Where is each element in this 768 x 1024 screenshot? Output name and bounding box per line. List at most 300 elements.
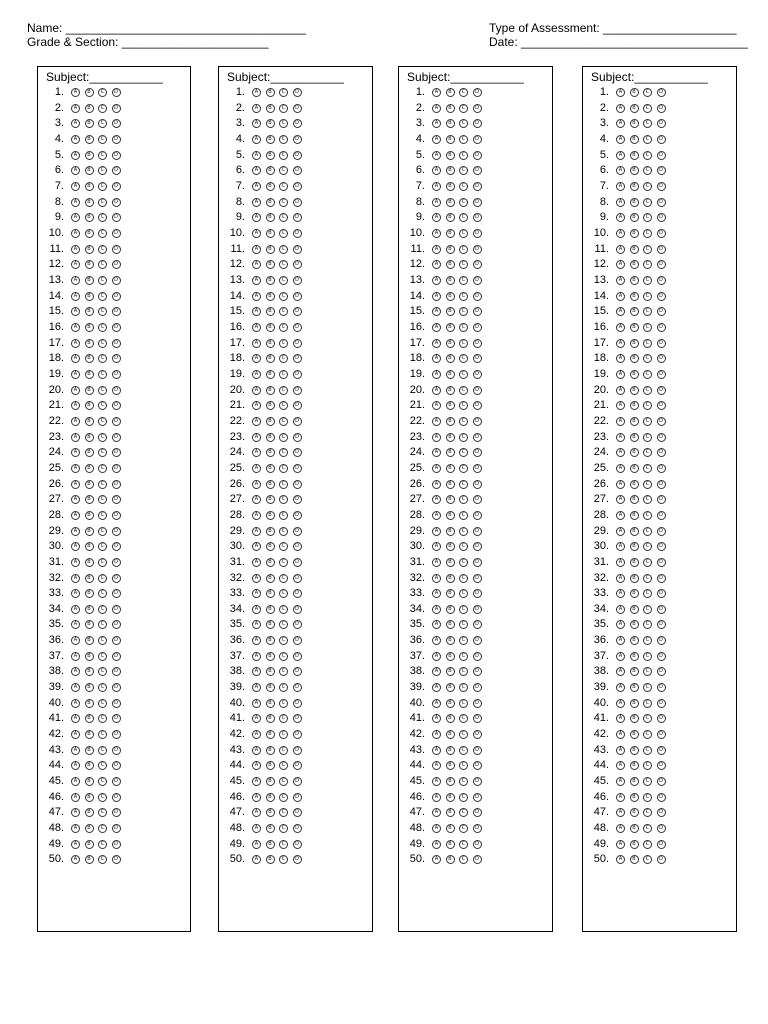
answer-bubble-a[interactable]: A bbox=[616, 605, 625, 614]
answer-bubble-b[interactable]: B bbox=[630, 339, 639, 348]
answer-bubble-c[interactable]: C bbox=[643, 683, 652, 692]
answer-bubble-c[interactable]: C bbox=[459, 433, 468, 442]
answer-bubble-d[interactable]: D bbox=[293, 699, 302, 708]
answer-bubble-c[interactable]: C bbox=[459, 683, 468, 692]
answer-bubble-c[interactable]: C bbox=[98, 808, 107, 817]
answer-bubble-a[interactable]: A bbox=[432, 401, 441, 410]
answer-bubble-c[interactable]: C bbox=[643, 746, 652, 755]
answer-bubble-d[interactable]: D bbox=[293, 135, 302, 144]
answer-bubble-c[interactable]: C bbox=[279, 761, 288, 770]
answer-bubble-d[interactable]: D bbox=[473, 245, 482, 254]
answer-bubble-d[interactable]: D bbox=[473, 636, 482, 645]
answer-bubble-b[interactable]: B bbox=[446, 746, 455, 755]
answer-bubble-c[interactable]: C bbox=[643, 119, 652, 128]
answer-bubble-a[interactable]: A bbox=[252, 558, 261, 567]
answer-bubble-a[interactable]: A bbox=[71, 574, 80, 583]
answer-bubble-b[interactable]: B bbox=[266, 480, 275, 489]
answer-bubble-d[interactable]: D bbox=[293, 683, 302, 692]
answer-bubble-c[interactable]: C bbox=[643, 323, 652, 332]
answer-bubble-b[interactable]: B bbox=[85, 589, 94, 598]
answer-bubble-c[interactable]: C bbox=[643, 511, 652, 520]
answer-bubble-a[interactable]: A bbox=[616, 260, 625, 269]
answer-bubble-a[interactable]: A bbox=[616, 151, 625, 160]
answer-bubble-a[interactable]: A bbox=[616, 339, 625, 348]
answer-bubble-d[interactable]: D bbox=[473, 574, 482, 583]
answer-bubble-a[interactable]: A bbox=[71, 104, 80, 113]
answer-bubble-a[interactable]: A bbox=[71, 401, 80, 410]
answer-bubble-c[interactable]: C bbox=[643, 354, 652, 363]
answer-bubble-b[interactable]: B bbox=[85, 213, 94, 222]
answer-bubble-a[interactable]: A bbox=[432, 182, 441, 191]
answer-bubble-d[interactable]: D bbox=[657, 527, 666, 536]
answer-bubble-b[interactable]: B bbox=[266, 166, 275, 175]
answer-bubble-b[interactable]: B bbox=[630, 730, 639, 739]
answer-bubble-a[interactable]: A bbox=[432, 88, 441, 97]
answer-bubble-b[interactable]: B bbox=[630, 699, 639, 708]
answer-bubble-b[interactable]: B bbox=[85, 401, 94, 410]
answer-bubble-d[interactable]: D bbox=[657, 574, 666, 583]
answer-bubble-c[interactable]: C bbox=[643, 542, 652, 551]
answer-bubble-b[interactable]: B bbox=[85, 511, 94, 520]
answer-bubble-a[interactable]: A bbox=[252, 292, 261, 301]
answer-bubble-d[interactable]: D bbox=[473, 448, 482, 457]
answer-bubble-b[interactable]: B bbox=[630, 417, 639, 426]
answer-bubble-d[interactable]: D bbox=[293, 448, 302, 457]
answer-bubble-c[interactable]: C bbox=[459, 667, 468, 676]
answer-bubble-b[interactable]: B bbox=[630, 323, 639, 332]
answer-bubble-a[interactable]: A bbox=[616, 213, 625, 222]
answer-bubble-a[interactable]: A bbox=[616, 433, 625, 442]
answer-bubble-d[interactable]: D bbox=[473, 730, 482, 739]
answer-bubble-d[interactable]: D bbox=[657, 276, 666, 285]
answer-bubble-a[interactable]: A bbox=[616, 793, 625, 802]
answer-bubble-b[interactable]: B bbox=[446, 448, 455, 457]
answer-bubble-a[interactable]: A bbox=[71, 213, 80, 222]
answer-bubble-a[interactable]: A bbox=[616, 166, 625, 175]
answer-bubble-a[interactable]: A bbox=[71, 339, 80, 348]
answer-bubble-b[interactable]: B bbox=[85, 527, 94, 536]
answer-bubble-b[interactable]: B bbox=[630, 104, 639, 113]
answer-bubble-d[interactable]: D bbox=[112, 401, 121, 410]
answer-bubble-b[interactable]: B bbox=[446, 495, 455, 504]
answer-bubble-c[interactable]: C bbox=[459, 542, 468, 551]
answer-bubble-c[interactable]: C bbox=[98, 699, 107, 708]
answer-bubble-c[interactable]: C bbox=[98, 339, 107, 348]
answer-bubble-b[interactable]: B bbox=[446, 182, 455, 191]
answer-bubble-a[interactable]: A bbox=[252, 808, 261, 817]
answer-bubble-d[interactable]: D bbox=[473, 589, 482, 598]
answer-bubble-a[interactable]: A bbox=[432, 151, 441, 160]
answer-bubble-d[interactable]: D bbox=[657, 667, 666, 676]
answer-bubble-d[interactable]: D bbox=[657, 370, 666, 379]
answer-bubble-c[interactable]: C bbox=[98, 433, 107, 442]
answer-bubble-d[interactable]: D bbox=[293, 260, 302, 269]
answer-bubble-d[interactable]: D bbox=[293, 386, 302, 395]
answer-bubble-c[interactable]: C bbox=[643, 495, 652, 504]
answer-bubble-a[interactable]: A bbox=[71, 824, 80, 833]
answer-bubble-c[interactable]: C bbox=[98, 182, 107, 191]
answer-bubble-b[interactable]: B bbox=[446, 855, 455, 864]
answer-bubble-d[interactable]: D bbox=[112, 213, 121, 222]
answer-bubble-d[interactable]: D bbox=[293, 417, 302, 426]
answer-bubble-c[interactable]: C bbox=[279, 104, 288, 113]
answer-bubble-b[interactable]: B bbox=[85, 824, 94, 833]
answer-bubble-b[interactable]: B bbox=[630, 151, 639, 160]
answer-bubble-b[interactable]: B bbox=[85, 714, 94, 723]
answer-bubble-b[interactable]: B bbox=[446, 307, 455, 316]
answer-bubble-a[interactable]: A bbox=[432, 198, 441, 207]
answer-bubble-d[interactable]: D bbox=[473, 339, 482, 348]
answer-bubble-c[interactable]: C bbox=[98, 307, 107, 316]
answer-bubble-c[interactable]: C bbox=[459, 370, 468, 379]
answer-bubble-d[interactable]: D bbox=[657, 495, 666, 504]
answer-bubble-d[interactable]: D bbox=[657, 589, 666, 598]
answer-bubble-a[interactable]: A bbox=[616, 135, 625, 144]
answer-bubble-b[interactable]: B bbox=[85, 119, 94, 128]
answer-bubble-d[interactable]: D bbox=[657, 808, 666, 817]
answer-bubble-d[interactable]: D bbox=[112, 636, 121, 645]
answer-bubble-d[interactable]: D bbox=[473, 323, 482, 332]
answer-bubble-b[interactable]: B bbox=[446, 793, 455, 802]
answer-bubble-d[interactable]: D bbox=[657, 417, 666, 426]
answer-bubble-d[interactable]: D bbox=[112, 730, 121, 739]
answer-bubble-d[interactable]: D bbox=[473, 182, 482, 191]
answer-bubble-d[interactable]: D bbox=[293, 480, 302, 489]
answer-bubble-a[interactable]: A bbox=[432, 119, 441, 128]
answer-bubble-c[interactable]: C bbox=[459, 213, 468, 222]
answer-bubble-c[interactable]: C bbox=[459, 104, 468, 113]
answer-bubble-b[interactable]: B bbox=[266, 511, 275, 520]
answer-bubble-b[interactable]: B bbox=[446, 292, 455, 301]
answer-bubble-b[interactable]: B bbox=[446, 652, 455, 661]
answer-bubble-a[interactable]: A bbox=[432, 417, 441, 426]
answer-bubble-d[interactable]: D bbox=[657, 198, 666, 207]
answer-bubble-c[interactable]: C bbox=[643, 433, 652, 442]
answer-bubble-b[interactable]: B bbox=[266, 339, 275, 348]
answer-bubble-b[interactable]: B bbox=[266, 276, 275, 285]
answer-bubble-b[interactable]: B bbox=[446, 636, 455, 645]
answer-bubble-c[interactable]: C bbox=[279, 401, 288, 410]
answer-bubble-c[interactable]: C bbox=[98, 605, 107, 614]
answer-bubble-d[interactable]: D bbox=[657, 260, 666, 269]
answer-bubble-d[interactable]: D bbox=[473, 88, 482, 97]
answer-bubble-a[interactable]: A bbox=[432, 730, 441, 739]
answer-bubble-c[interactable]: C bbox=[459, 339, 468, 348]
answer-bubble-c[interactable]: C bbox=[459, 855, 468, 864]
answer-bubble-b[interactable]: B bbox=[446, 213, 455, 222]
answer-bubble-a[interactable]: A bbox=[71, 542, 80, 551]
answer-bubble-b[interactable]: B bbox=[630, 260, 639, 269]
answer-bubble-b[interactable]: B bbox=[85, 667, 94, 676]
answer-bubble-d[interactable]: D bbox=[293, 339, 302, 348]
answer-bubble-c[interactable]: C bbox=[279, 166, 288, 175]
answer-bubble-a[interactable]: A bbox=[252, 793, 261, 802]
answer-bubble-b[interactable]: B bbox=[266, 151, 275, 160]
answer-bubble-a[interactable]: A bbox=[616, 229, 625, 238]
answer-bubble-d[interactable]: D bbox=[473, 198, 482, 207]
answer-bubble-a[interactable]: A bbox=[71, 182, 80, 191]
answer-bubble-d[interactable]: D bbox=[473, 667, 482, 676]
answer-bubble-b[interactable]: B bbox=[630, 354, 639, 363]
answer-bubble-a[interactable]: A bbox=[616, 495, 625, 504]
answer-bubble-d[interactable]: D bbox=[473, 464, 482, 473]
answer-bubble-b[interactable]: B bbox=[266, 386, 275, 395]
answer-bubble-b[interactable]: B bbox=[630, 589, 639, 598]
answer-bubble-b[interactable]: B bbox=[85, 417, 94, 426]
answer-bubble-a[interactable]: A bbox=[71, 480, 80, 489]
answer-bubble-a[interactable]: A bbox=[432, 245, 441, 254]
answer-bubble-b[interactable]: B bbox=[446, 730, 455, 739]
answer-bubble-a[interactable]: A bbox=[432, 620, 441, 629]
answer-bubble-d[interactable]: D bbox=[293, 824, 302, 833]
answer-bubble-d[interactable]: D bbox=[293, 761, 302, 770]
answer-bubble-c[interactable]: C bbox=[279, 667, 288, 676]
answer-bubble-c[interactable]: C bbox=[98, 761, 107, 770]
answer-bubble-c[interactable]: C bbox=[643, 652, 652, 661]
answer-bubble-b[interactable]: B bbox=[446, 464, 455, 473]
answer-bubble-d[interactable]: D bbox=[293, 245, 302, 254]
answer-bubble-c[interactable]: C bbox=[459, 229, 468, 238]
answer-bubble-d[interactable]: D bbox=[112, 652, 121, 661]
answer-bubble-c[interactable]: C bbox=[643, 605, 652, 614]
answer-bubble-d[interactable]: D bbox=[473, 260, 482, 269]
answer-bubble-d[interactable]: D bbox=[293, 495, 302, 504]
answer-bubble-c[interactable]: C bbox=[98, 119, 107, 128]
answer-bubble-b[interactable]: B bbox=[446, 808, 455, 817]
answer-bubble-a[interactable]: A bbox=[616, 840, 625, 849]
answer-bubble-d[interactable]: D bbox=[112, 605, 121, 614]
answer-bubble-d[interactable]: D bbox=[112, 542, 121, 551]
answer-bubble-b[interactable]: B bbox=[266, 448, 275, 457]
answer-bubble-a[interactable]: A bbox=[252, 605, 261, 614]
answer-bubble-a[interactable]: A bbox=[252, 730, 261, 739]
answer-bubble-c[interactable]: C bbox=[459, 824, 468, 833]
answer-bubble-b[interactable]: B bbox=[446, 511, 455, 520]
answer-bubble-c[interactable]: C bbox=[98, 746, 107, 755]
answer-bubble-b[interactable]: B bbox=[85, 260, 94, 269]
answer-bubble-d[interactable]: D bbox=[657, 730, 666, 739]
answer-bubble-d[interactable]: D bbox=[112, 166, 121, 175]
answer-bubble-c[interactable]: C bbox=[98, 589, 107, 598]
answer-bubble-c[interactable]: C bbox=[643, 808, 652, 817]
answer-bubble-b[interactable]: B bbox=[446, 840, 455, 849]
answer-bubble-a[interactable]: A bbox=[71, 589, 80, 598]
answer-bubble-b[interactable]: B bbox=[630, 855, 639, 864]
answer-bubble-d[interactable]: D bbox=[112, 198, 121, 207]
answer-bubble-b[interactable]: B bbox=[85, 323, 94, 332]
answer-bubble-d[interactable]: D bbox=[112, 714, 121, 723]
answer-bubble-c[interactable]: C bbox=[98, 542, 107, 551]
answer-bubble-a[interactable]: A bbox=[432, 808, 441, 817]
answer-bubble-a[interactable]: A bbox=[252, 761, 261, 770]
answer-bubble-c[interactable]: C bbox=[643, 104, 652, 113]
answer-bubble-d[interactable]: D bbox=[112, 229, 121, 238]
answer-bubble-d[interactable]: D bbox=[657, 761, 666, 770]
answer-bubble-c[interactable]: C bbox=[98, 386, 107, 395]
answer-bubble-a[interactable]: A bbox=[616, 777, 625, 786]
answer-bubble-a[interactable]: A bbox=[252, 777, 261, 786]
answer-bubble-b[interactable]: B bbox=[266, 119, 275, 128]
answer-bubble-a[interactable]: A bbox=[616, 855, 625, 864]
answer-bubble-a[interactable]: A bbox=[71, 808, 80, 817]
answer-bubble-a[interactable]: A bbox=[616, 761, 625, 770]
answer-bubble-d[interactable]: D bbox=[293, 636, 302, 645]
answer-bubble-d[interactable]: D bbox=[293, 808, 302, 817]
answer-bubble-b[interactable]: B bbox=[266, 417, 275, 426]
answer-bubble-d[interactable]: D bbox=[473, 292, 482, 301]
answer-bubble-d[interactable]: D bbox=[112, 558, 121, 567]
answer-bubble-c[interactable]: C bbox=[279, 620, 288, 629]
answer-bubble-a[interactable]: A bbox=[252, 699, 261, 708]
answer-bubble-b[interactable]: B bbox=[266, 730, 275, 739]
answer-bubble-b[interactable]: B bbox=[630, 464, 639, 473]
answer-bubble-c[interactable]: C bbox=[643, 260, 652, 269]
answer-bubble-a[interactable]: A bbox=[432, 276, 441, 285]
answer-bubble-b[interactable]: B bbox=[446, 761, 455, 770]
answer-bubble-c[interactable]: C bbox=[279, 229, 288, 238]
answer-bubble-a[interactable]: A bbox=[616, 824, 625, 833]
answer-bubble-b[interactable]: B bbox=[85, 88, 94, 97]
answer-bubble-a[interactable]: A bbox=[71, 558, 80, 567]
answer-bubble-b[interactable]: B bbox=[630, 448, 639, 457]
answer-bubble-a[interactable]: A bbox=[71, 793, 80, 802]
answer-bubble-a[interactable]: A bbox=[71, 198, 80, 207]
answer-bubble-c[interactable]: C bbox=[279, 417, 288, 426]
answer-bubble-d[interactable]: D bbox=[473, 401, 482, 410]
answer-bubble-d[interactable]: D bbox=[112, 307, 121, 316]
answer-bubble-a[interactable]: A bbox=[71, 119, 80, 128]
answer-bubble-c[interactable]: C bbox=[279, 652, 288, 661]
answer-bubble-c[interactable]: C bbox=[643, 198, 652, 207]
answer-bubble-b[interactable]: B bbox=[85, 448, 94, 457]
answer-bubble-d[interactable]: D bbox=[293, 119, 302, 128]
answer-bubble-c[interactable]: C bbox=[279, 480, 288, 489]
answer-bubble-a[interactable]: A bbox=[252, 636, 261, 645]
answer-bubble-d[interactable]: D bbox=[293, 840, 302, 849]
answer-bubble-d[interactable]: D bbox=[293, 370, 302, 379]
answer-bubble-d[interactable]: D bbox=[473, 104, 482, 113]
answer-bubble-d[interactable]: D bbox=[657, 88, 666, 97]
answer-bubble-a[interactable]: A bbox=[252, 855, 261, 864]
answer-bubble-d[interactable]: D bbox=[293, 151, 302, 160]
answer-bubble-b[interactable]: B bbox=[446, 480, 455, 489]
answer-bubble-a[interactable]: A bbox=[432, 135, 441, 144]
answer-bubble-c[interactable]: C bbox=[279, 292, 288, 301]
answer-bubble-c[interactable]: C bbox=[279, 699, 288, 708]
answer-bubble-b[interactable]: B bbox=[630, 198, 639, 207]
answer-bubble-a[interactable]: A bbox=[432, 824, 441, 833]
answer-bubble-a[interactable]: A bbox=[71, 699, 80, 708]
answer-bubble-a[interactable]: A bbox=[432, 714, 441, 723]
answer-bubble-d[interactable]: D bbox=[473, 480, 482, 489]
answer-bubble-c[interactable]: C bbox=[279, 245, 288, 254]
answer-bubble-a[interactable]: A bbox=[616, 354, 625, 363]
answer-bubble-d[interactable]: D bbox=[657, 433, 666, 442]
answer-bubble-c[interactable]: C bbox=[98, 511, 107, 520]
answer-bubble-c[interactable]: C bbox=[459, 198, 468, 207]
answer-bubble-d[interactable]: D bbox=[112, 589, 121, 598]
answer-bubble-c[interactable]: C bbox=[98, 824, 107, 833]
answer-bubble-c[interactable]: C bbox=[279, 198, 288, 207]
answer-bubble-c[interactable]: C bbox=[459, 652, 468, 661]
answer-bubble-d[interactable]: D bbox=[112, 777, 121, 786]
answer-bubble-a[interactable]: A bbox=[432, 386, 441, 395]
answer-bubble-a[interactable]: A bbox=[252, 354, 261, 363]
answer-bubble-c[interactable]: C bbox=[98, 417, 107, 426]
answer-bubble-b[interactable]: B bbox=[446, 88, 455, 97]
answer-bubble-c[interactable]: C bbox=[643, 245, 652, 254]
answer-bubble-d[interactable]: D bbox=[112, 448, 121, 457]
answer-bubble-a[interactable]: A bbox=[432, 667, 441, 676]
answer-bubble-d[interactable]: D bbox=[112, 761, 121, 770]
answer-bubble-d[interactable]: D bbox=[657, 229, 666, 238]
answer-bubble-b[interactable]: B bbox=[630, 401, 639, 410]
answer-bubble-a[interactable]: A bbox=[252, 417, 261, 426]
answer-bubble-d[interactable]: D bbox=[473, 808, 482, 817]
answer-bubble-b[interactable]: B bbox=[85, 761, 94, 770]
answer-bubble-c[interactable]: C bbox=[98, 683, 107, 692]
answer-bubble-c[interactable]: C bbox=[643, 307, 652, 316]
answer-bubble-c[interactable]: C bbox=[643, 276, 652, 285]
answer-bubble-a[interactable]: A bbox=[252, 151, 261, 160]
answer-bubble-d[interactable]: D bbox=[657, 448, 666, 457]
answer-bubble-a[interactable]: A bbox=[616, 480, 625, 489]
answer-bubble-d[interactable]: D bbox=[657, 401, 666, 410]
answer-bubble-b[interactable]: B bbox=[446, 245, 455, 254]
answer-bubble-a[interactable]: A bbox=[616, 198, 625, 207]
answer-bubble-a[interactable]: A bbox=[432, 699, 441, 708]
answer-bubble-d[interactable]: D bbox=[112, 182, 121, 191]
answer-bubble-c[interactable]: C bbox=[279, 339, 288, 348]
answer-bubble-a[interactable]: A bbox=[71, 761, 80, 770]
answer-bubble-d[interactable]: D bbox=[293, 401, 302, 410]
answer-bubble-b[interactable]: B bbox=[85, 198, 94, 207]
answer-bubble-c[interactable]: C bbox=[98, 777, 107, 786]
answer-bubble-c[interactable]: C bbox=[643, 135, 652, 144]
answer-bubble-b[interactable]: B bbox=[446, 276, 455, 285]
answer-bubble-a[interactable]: A bbox=[432, 746, 441, 755]
answer-bubble-c[interactable]: C bbox=[279, 151, 288, 160]
answer-bubble-a[interactable]: A bbox=[616, 558, 625, 567]
answer-bubble-d[interactable]: D bbox=[473, 714, 482, 723]
answer-bubble-b[interactable]: B bbox=[85, 855, 94, 864]
answer-bubble-c[interactable]: C bbox=[279, 135, 288, 144]
answer-bubble-b[interactable]: B bbox=[85, 620, 94, 629]
answer-bubble-d[interactable]: D bbox=[112, 824, 121, 833]
answer-bubble-a[interactable]: A bbox=[432, 855, 441, 864]
answer-bubble-c[interactable]: C bbox=[279, 370, 288, 379]
answer-bubble-c[interactable]: C bbox=[459, 166, 468, 175]
answer-bubble-c[interactable]: C bbox=[279, 824, 288, 833]
answer-bubble-b[interactable]: B bbox=[630, 433, 639, 442]
answer-bubble-a[interactable]: A bbox=[71, 323, 80, 332]
answer-bubble-a[interactable]: A bbox=[432, 292, 441, 301]
answer-bubble-a[interactable]: A bbox=[432, 339, 441, 348]
answer-bubble-a[interactable]: A bbox=[616, 511, 625, 520]
answer-bubble-a[interactable]: A bbox=[432, 307, 441, 316]
answer-bubble-c[interactable]: C bbox=[459, 746, 468, 755]
answer-bubble-b[interactable]: B bbox=[266, 761, 275, 770]
answer-bubble-b[interactable]: B bbox=[630, 527, 639, 536]
answer-bubble-a[interactable]: A bbox=[432, 433, 441, 442]
answer-bubble-a[interactable]: A bbox=[432, 511, 441, 520]
answer-bubble-d[interactable]: D bbox=[112, 574, 121, 583]
answer-bubble-a[interactable]: A bbox=[432, 354, 441, 363]
answer-bubble-d[interactable]: D bbox=[473, 542, 482, 551]
answer-bubble-d[interactable]: D bbox=[657, 605, 666, 614]
answer-bubble-a[interactable]: A bbox=[71, 495, 80, 504]
answer-bubble-c[interactable]: C bbox=[459, 307, 468, 316]
